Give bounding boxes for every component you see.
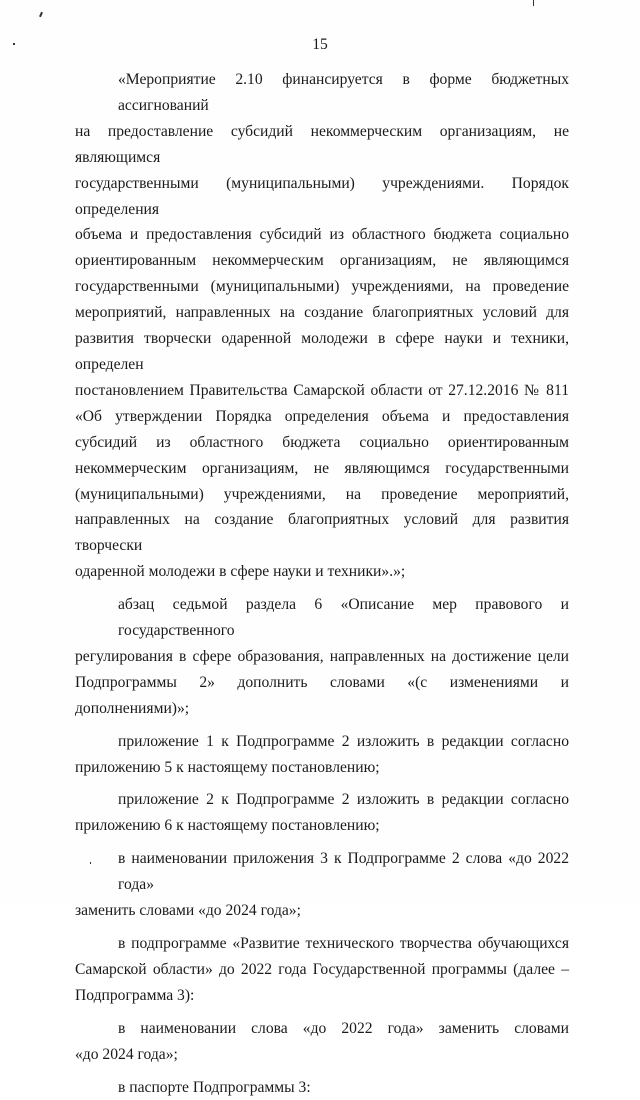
text-line: ориентированным некоммерческим организациям, не являющимся — [75, 252, 569, 270]
text-line: «до 2024 года»; — [75, 1045, 178, 1063]
text-line: регулирования в сфере образования, направленных на достижение цели — [75, 647, 569, 665]
paragraph-appendix-1 — [75, 729, 569, 781]
text-line: государственными (муниципальными) учреждениями, на проведение — [75, 278, 569, 296]
text-line: развития творчески одаренной молодежи в сфере науки и техники, определен — [75, 330, 569, 373]
text-line: Подпрограммы 2» дополнить словами «(с изменениями и дополнениями)»; — [75, 673, 569, 717]
text-line: на предоставление субсидий некоммерческим организациям, не являющимся — [75, 122, 569, 166]
text-line: объема и предоставления субсидий из областного бюджета социально — [75, 226, 569, 244]
text-line: Самарской области» до 2022 года Государственной программы (далее – — [75, 960, 569, 978]
text-line: государственными (муниципальными) учреждениями. Порядок определения — [75, 174, 569, 218]
text-line: приложение 2 к Подпрограмме 2 изложить в редакции согласно — [118, 791, 569, 809]
text-line: заменить словами «до 2024 года»; — [75, 902, 301, 920]
scan-mark-top-left — [39, 12, 43, 17]
text-line: постановлением Правительства Самарской области от 27.12.2016 № 811 — [75, 381, 569, 399]
text-line: в подпрограмме «Развитие технического творчества обучающихся — [118, 935, 569, 952]
scan-mark-top-right — [533, 0, 534, 6]
text-line: некоммерческим организациям, не являющимся государственными — [75, 459, 569, 477]
text-line: Подпрограмма 3): — [75, 986, 195, 1004]
text-line: направленных на создание благоприятных условий для развития творчески — [75, 511, 569, 555]
text-line: мероприятий, направленных на создание благоприятных условий для — [75, 304, 569, 322]
paragraph-measure-2-10 — [75, 67, 569, 585]
text-line: приложению 6 к настоящему постановлению; — [75, 817, 380, 835]
text-line: субсидий из областного бюджета социально ориентированным — [75, 433, 569, 451]
paragraph-subprogram-3 — [75, 931, 569, 1009]
paragraph-appendix-3-title — [75, 846, 569, 924]
text-line: в паспорте Подпрограммы 3: — [118, 1078, 311, 1096]
text-line: одаренной молодежи в сфере науки и техники».»; — [75, 563, 406, 581]
text-line: приложение 1 к Подпрограмме 2 изложить в редакции согласно — [118, 732, 569, 750]
text-line: (муниципальными) учреждениями, на проведение мероприятий, — [75, 485, 569, 503]
paragraph-appendix-2 — [75, 787, 569, 839]
paragraph-section-6-amendment — [75, 592, 569, 722]
page-number: 15 — [312, 36, 328, 53]
text-line: абзац седьмой раздела 6 «Описание мер правового и государственного — [118, 596, 569, 640]
text-line: в наименовании приложения 3 к Подпрограмме 2 слова «до 2022 года» — [118, 850, 569, 894]
text-line: «Мероприятие 2.10 финансируется в форме бюджетных ассигнований — [118, 71, 569, 114]
text-line: «Об утверждении Порядка определения объема и предоставления — [75, 407, 569, 425]
document-body — [75, 67, 569, 1100]
text-line: в наименовании слова «до 2022 года» заменить словами — [118, 1019, 569, 1037]
paragraph-passport — [75, 1075, 569, 1100]
text-line: приложению 5 к настоящему постановлению; — [75, 758, 380, 776]
paragraph-title-rename — [75, 1016, 569, 1068]
